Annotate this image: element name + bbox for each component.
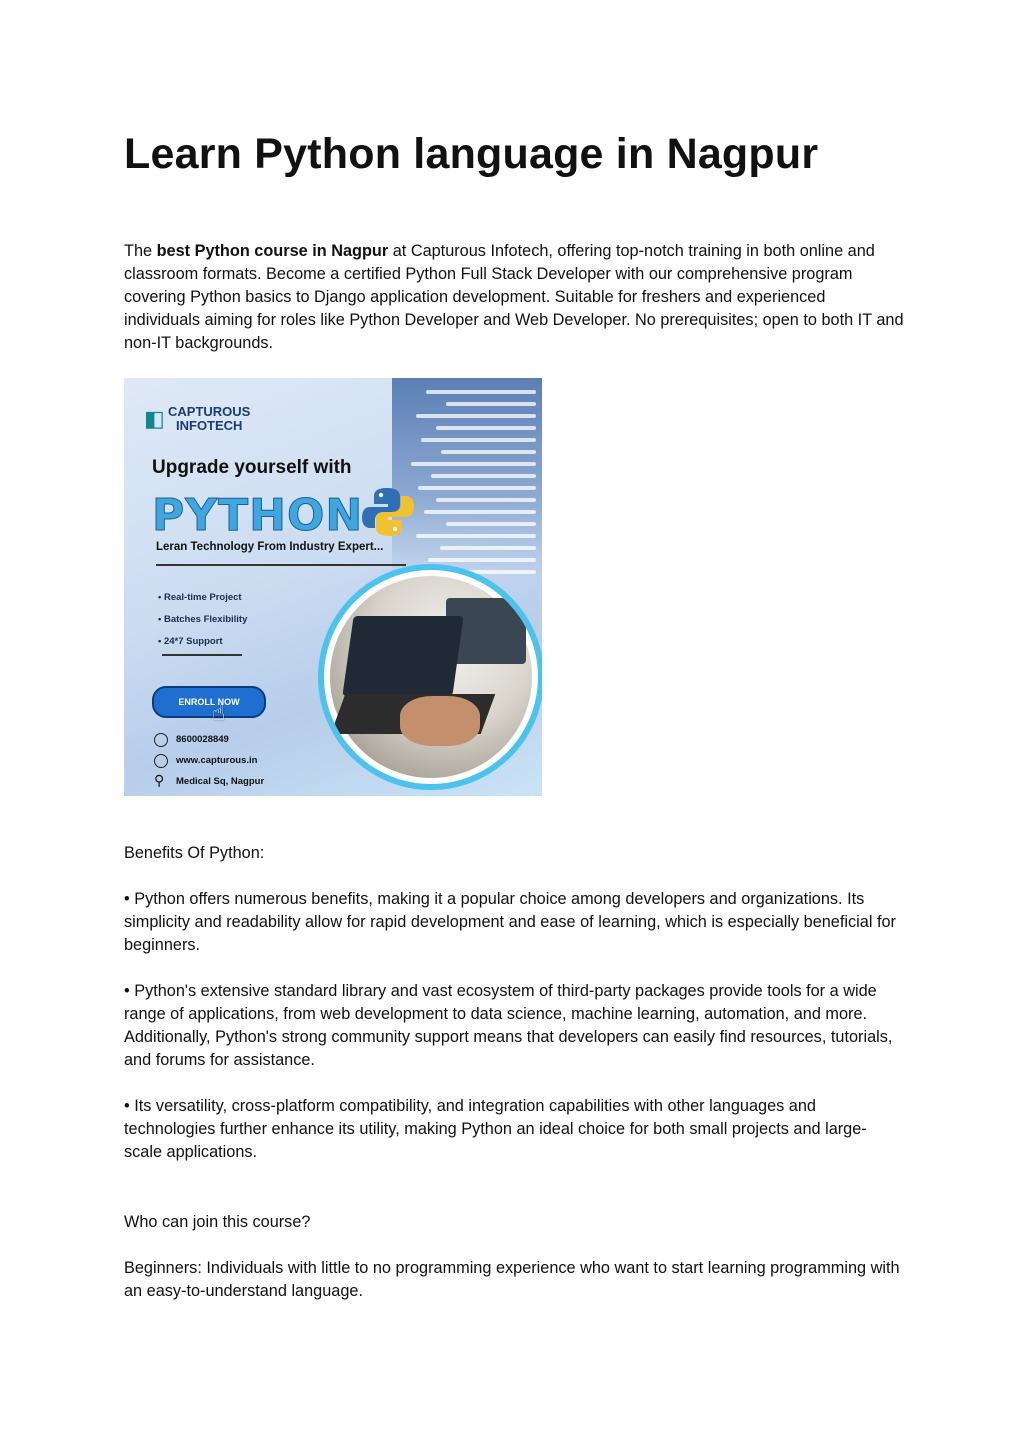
brand-line-2: INFOTECH xyxy=(176,418,243,433)
feature-item: • 24*7 Support xyxy=(158,636,223,647)
poster-tagline: Leran Technology From Industry Expert... xyxy=(156,541,384,553)
who-heading: Who can join this course? xyxy=(124,1213,311,1231)
divider xyxy=(162,654,242,656)
globe-icon xyxy=(154,754,168,768)
code-background xyxy=(392,378,542,578)
hand-cursor-icon: ☝ xyxy=(212,700,226,725)
page-title: Learn Python language in Nagpur xyxy=(124,130,819,178)
phone-icon xyxy=(154,733,168,747)
location-pin-icon: ⚲ xyxy=(154,772,165,788)
python-logo-icon xyxy=(360,484,416,540)
python-wordmark: PYTHON xyxy=(152,490,364,541)
benefits-section xyxy=(124,842,904,1164)
benefit-paragraph: • Its versatility, cross-platform compatibility, and integration capabilities with other languages and technologies further enhance its utility, making Python an ideal choice for both small projects and large-scale applications. xyxy=(124,1097,867,1161)
benefits-heading: Benefits Of Python: xyxy=(124,844,265,862)
intro-rest: at Capturous Infotech, offering top-notch training in both online and classroom formats. Become a certified Python Full Stack Developer with our comprehensive program covering Python basics to Django application development. Suitable for freshers and experienced individuals aiming for roles like Python Developer and Web Developer. No prerequisites; open to both IT and non-IT backgrounds. xyxy=(124,242,904,352)
benefit-paragraph: • Python offers numerous benefits, making it a popular choice among developers and organizations. Its simplicity and readability allow for rapid development and ease of learning, which is especially beneficial for beginners. xyxy=(124,890,896,954)
contact-phone: 8600028849 xyxy=(176,734,229,745)
benefit-paragraph: • Python's extensive standard library and vast ecosystem of third-party packages provide tools for a wide range of applications, from web development to data science, machine learning, automation, and more. Additionally, Python's strong community support means that developers can easily find resources, tutorials, and forums for assistance. xyxy=(124,982,893,1069)
poster-headline: Upgrade yourself with xyxy=(152,457,352,478)
contact-website: www.capturous.in xyxy=(176,755,258,766)
brand-name xyxy=(168,405,250,433)
contact-address: Medical Sq, Nagpur xyxy=(176,776,265,787)
feature-item: • Real-time Project xyxy=(158,592,242,603)
intro-bold-link: best Python course in Nagpur xyxy=(156,242,389,260)
divider xyxy=(156,564,406,566)
laptop-photo xyxy=(318,564,542,790)
who-can-join-section xyxy=(124,1211,904,1303)
beginners-paragraph: Beginners: Individuals with little to no programming experience who want to start learning programming with an easy-to-understand language. xyxy=(124,1259,900,1300)
intro-lead: The xyxy=(124,242,157,260)
capturous-logo-icon: ◧ xyxy=(144,406,165,431)
feature-item: • Batches Flexibility xyxy=(158,614,248,625)
course-poster-image xyxy=(124,378,542,796)
enroll-now-button: ENROLL NOW xyxy=(152,686,266,718)
intro-paragraph xyxy=(124,240,904,355)
brand-line-1: CAPTUROUS xyxy=(168,404,251,419)
